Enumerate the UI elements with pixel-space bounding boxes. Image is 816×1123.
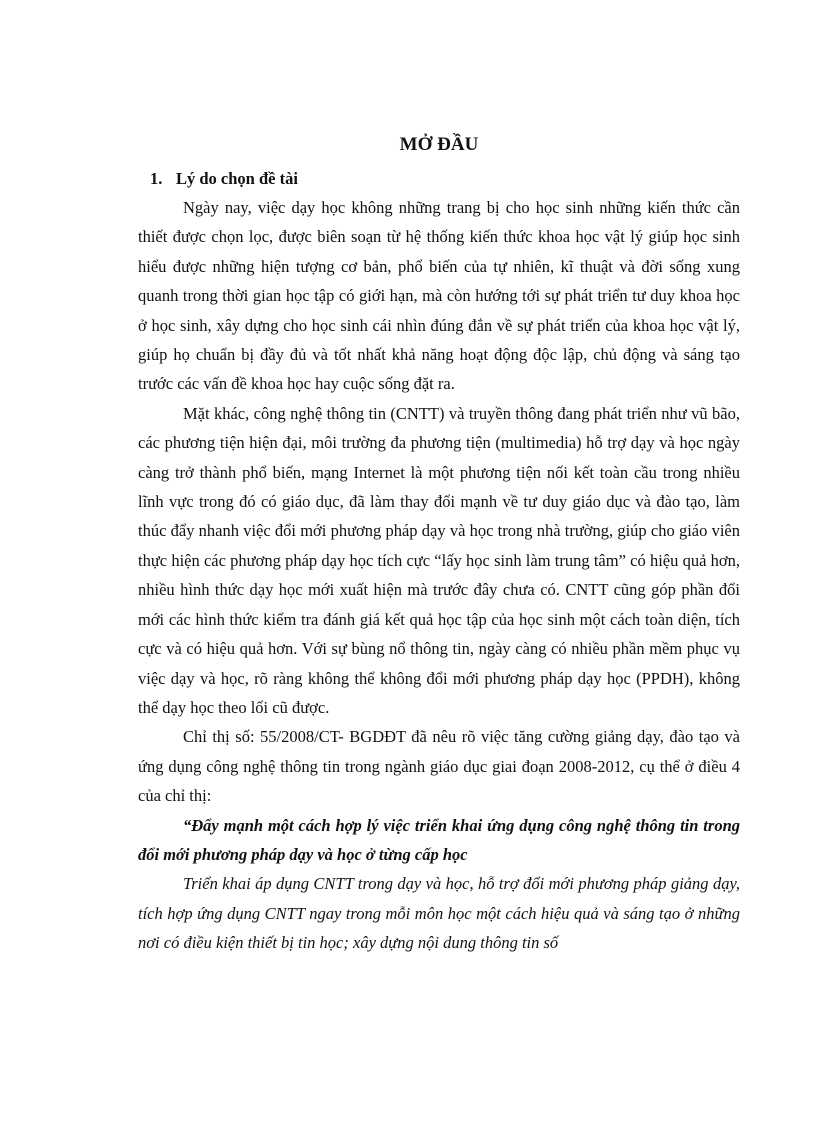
page-title: MỞ ĐẦU: [399, 134, 479, 155]
page-content: [138, 128, 740, 958]
paragraph-2: Mặt khác, công nghệ thông tin (CNTT) và truyền thông đang phát triển như vũ bão, các phương tiện hiện đại, môi trường đa phương tiện (multimedia) hỗ trợ dạy và học ngày càng trở thành phổ biến, mạng Internet là một phương tiện nối kết toàn cầu trong nhiều lĩnh vực trong đó có giáo dục, đã làm thay đổi mạnh về tư duy giáo dục và đào tạo, làm thúc đẩy nhanh việc đổi mới phương pháp dạy và học trong nhà trường, giúp cho giáo viên thực hiện các phương pháp dạy học tích cực “lấy học sinh làm trung tâm” có hiệu quả hơn, nhiều hình thức dạy học mới xuất hiện mà trước đây chưa có. CNTT cũng góp phần đổi mới các hình thức kiểm tra đánh giá kết quả học tập của học sinh một cách toàn diện, tích cực và có hiệu quả hơn. Với sự bùng nổ thông tin, ngày càng có nhiều phần mềm phục vụ việc dạy và học, rõ ràng không thể không đổi mới phương pháp dạy học (PPDH), không thể dạy học theo lối cũ được.: [138, 403, 740, 717]
section-number: 1.: [150, 169, 163, 188]
paragraph-3: Chỉ thị số: 55/2008/CT- BGDĐT đã nêu rõ việc tăng cường giảng dạy, đào tạo và ứng dụng công nghệ thông tin trong ngành giáo dục giai đoạn 2008-2012, cụ thể ở điều 4 của chỉ thị:: [138, 727, 740, 806]
quote-body: Triển khai áp dụng CNTT trong dạy và học, hỗ trợ đổi mới phương pháp giảng dạy, tích hợp ứng dụng CNTT ngay trong mỗi môn học một cách hiệu quả và sáng tạo ở những nơi có điều kiện thiết bị tin học; xây dựng nội dung thông tin số: [138, 874, 740, 953]
paragraph-1: Ngày nay, việc dạy học không những trang bị cho học sinh những kiến thức cần thiết được chọn lọc, được biên soạn từ hệ thống kiến thức khoa học vật lý giúp học sinh hiểu được những hiện tượng cơ bản, phổ biến của tự nhiên, kĩ thuật và đời sống xung quanh trong thời gian học tập có giới hạn, mà còn hướng tới sự phát triển tư duy khoa học ở học sinh, xây dựng cho học sinh cái nhìn đúng đắn về sự phát triển của khoa học vật lý, giúp họ chuẩn bị đầy đủ và tốt nhất khả năng hoạt động độc lập, chủ động và sáng tạo trước các vấn đề khoa học hay cuộc sống đặt ra.: [138, 198, 740, 394]
quote-heading: “Đẩy mạnh một cách hợp lý việc triển khai ứng dụng công nghệ thông tin trong đổi mới phương pháp dạy và học ở từng cấp học: [138, 815, 740, 864]
section-heading-text: Lý do chọn đề tài: [176, 169, 298, 188]
section-heading: [138, 164, 740, 193]
